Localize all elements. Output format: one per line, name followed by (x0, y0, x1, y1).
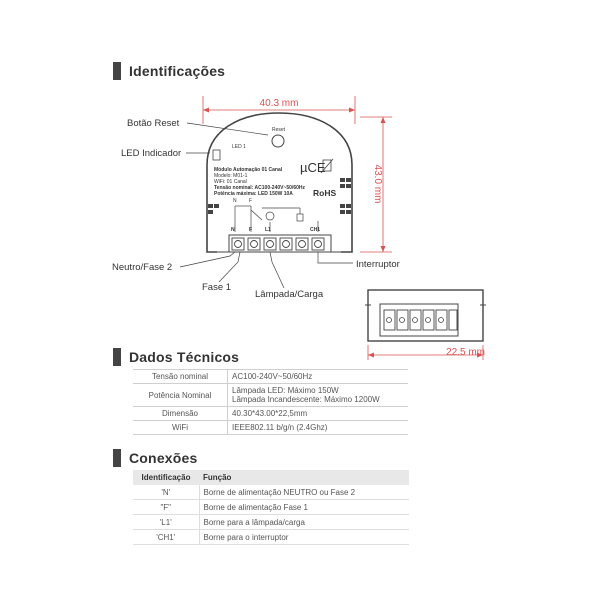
section-title-dados: Dados Técnicos (129, 349, 240, 365)
conn-function: Borne de alimentação Fase 1 (199, 500, 409, 515)
dimension-width (203, 96, 355, 124)
tech-data-table (133, 369, 408, 435)
dimension-height (360, 117, 392, 252)
device-line5: Potência máxima: LED 150W 10A (214, 191, 293, 197)
table-row (133, 530, 409, 545)
table-row (133, 407, 408, 421)
conn-id: 'L1' (133, 515, 199, 530)
section-bar (113, 449, 121, 467)
terminal-label-f: F (249, 227, 253, 233)
tech-key: Dimensão (133, 407, 228, 421)
width-label: 40.3 mm (259, 98, 299, 109)
callouts (180, 123, 353, 288)
module-side-view (365, 290, 486, 341)
header-identificacao: Identificação (133, 470, 199, 485)
table-row (133, 515, 409, 530)
ce-mark: µCE (300, 160, 326, 175)
terminal-label-l1: L1 (265, 227, 271, 233)
tech-key: Tensão nominal (133, 370, 228, 384)
table-header (133, 470, 409, 485)
section-bar (113, 348, 121, 366)
conn-function: Borne de alimentação NEUTRO ou Fase 2 (199, 485, 409, 500)
conn-function: Borne para a lâmpada/carga (199, 515, 409, 530)
table-row (133, 384, 408, 407)
circuit-f: F (249, 198, 253, 204)
tech-value: IEEE802.11 b/g/n (2.4Ghz) (228, 421, 409, 435)
module-front-view (207, 113, 352, 252)
label-botao-reset: Botão Reset (127, 118, 180, 129)
tech-value: 40.30*43.00*22,5mm (228, 407, 409, 421)
tech-value-line: Lâmpada Incandescente: Máximo 1200W (232, 395, 380, 404)
label-led-indicador: LED Indicador (121, 148, 182, 159)
terminal-label-n: N (231, 227, 235, 233)
led-icon (213, 150, 220, 160)
device-line2: Modelo: M01-1 (214, 173, 248, 179)
depth-label: 22.5 mm (446, 347, 485, 358)
recycle-icon (321, 159, 333, 173)
height-label: 43.0 mm (372, 164, 383, 204)
tech-key: Potência Nominal (133, 384, 228, 407)
section-conexoes (113, 449, 198, 467)
rohs-mark: RoHS (313, 188, 337, 198)
label-lampada-carga: Lâmpada/Carga (255, 289, 324, 300)
tech-value (228, 384, 409, 407)
section-title-conexoes: Conexões (129, 450, 198, 466)
table-row (133, 370, 408, 384)
table-row (133, 485, 409, 500)
section-title-identificacoes: Identificações (129, 63, 226, 79)
led1-text: LED 1 (232, 144, 246, 150)
reset-button-icon (272, 135, 284, 147)
table-row (133, 421, 408, 435)
connections-table (133, 470, 409, 545)
conn-id: 'CH1' (133, 530, 199, 545)
reset-text: Reset (272, 127, 286, 133)
section-dados-tecnicos (113, 348, 239, 366)
conn-function: Borne para o interruptor (199, 530, 409, 545)
tech-value: AC100-240V~50/60Hz (228, 370, 409, 384)
device-line1: Módulo Automação 01 Canal (214, 167, 283, 173)
conn-id: "F" (133, 500, 199, 515)
table-row (133, 500, 409, 515)
tech-key: WiFi (133, 421, 228, 435)
header-funcao: Função (199, 470, 409, 485)
label-interruptor: Interruptor (356, 259, 400, 270)
device-line3: WiFi: 01 Canal (214, 179, 247, 185)
terminal-label-ch1: CH1 (310, 227, 321, 233)
circuit-n: N (233, 198, 237, 204)
circuit-lines (235, 206, 321, 233)
device-line4: Tensão nominal: AC100-240V~50/60Hz (214, 185, 306, 191)
label-neutro-fase2: Neutro/Fase 2 (112, 262, 173, 273)
terminal-block (229, 235, 331, 252)
dimension-depth (368, 345, 485, 360)
conn-id: 'N' (133, 485, 199, 500)
tech-value-line: Lâmpada LED: Máximo 150W (232, 386, 339, 395)
label-fase1: Fase 1 (202, 282, 232, 293)
